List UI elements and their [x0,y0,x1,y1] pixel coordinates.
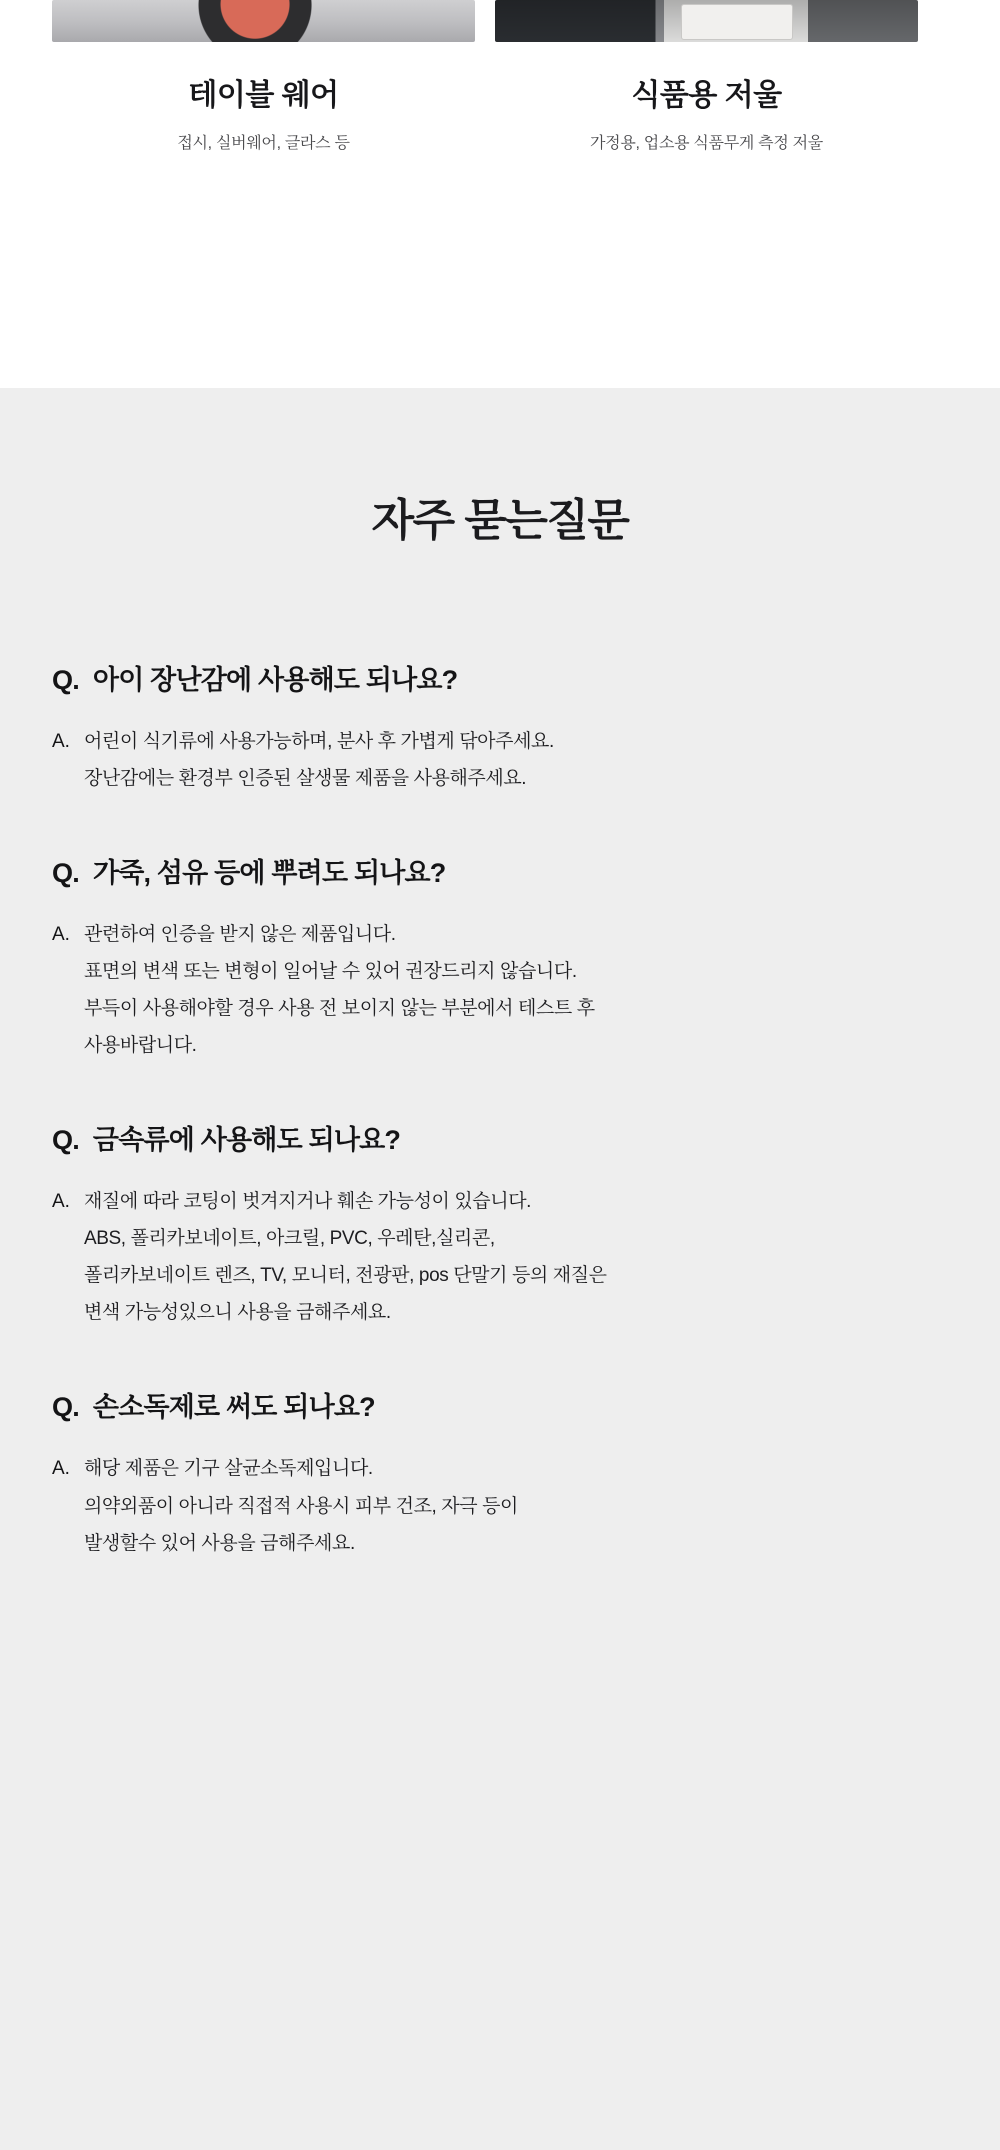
question-marker: Q. [52,858,79,889]
faq-question[interactable] [52,1385,948,1424]
faq-answer [52,723,948,797]
faq-question-text: 손소독제로 써도 되나요? [92,1392,375,1423]
question-marker: Q. [52,1125,79,1156]
faq-answer-line: 사용바랍니다. [83,1035,197,1057]
faq-answer-line: 폴리카보네이트 렌즈, TV, 모니터, 전광판, pos 단말기 등의 재질은 [83,1265,607,1287]
faq-answer-line: 장난감에는 환경부 인증된 살생물 제품을 사용해주세요. [83,768,527,790]
faq-answer-line: 변색 가능성있으니 사용을 금해주세요. [83,1302,391,1324]
faq-answer [52,1183,948,1331]
answer-marker: A. [52,731,70,752]
category-section [0,0,1000,388]
faq-answer-line: 해당 제품은 기구 살균소독제입니다. [83,1458,373,1480]
faq-item [52,1118,948,1331]
faq-answer-lines [84,723,948,797]
faq-section [0,388,1000,2150]
category-card-list [52,0,948,153]
faq-answer-line: 어린이 식기류에 사용가능하며, 분사 후 가볍게 닦아주세요. [83,731,554,752]
faq-item [52,1385,948,1561]
faq-answer-lines [84,916,948,1064]
answer-marker: A. [52,924,70,946]
category-card-title: 테이블 웨어 [188,79,339,112]
faq-answer-line: ABS, 폴리카보네이트, 아크릴, PVC, 우레탄,실리콘, [83,1228,495,1250]
faq-answer-line: 발생할수 있어 사용을 금해주세요. [83,1532,355,1554]
faq-answer [52,916,948,1064]
question-marker: Q. [52,1392,79,1423]
category-card-title: 식품용 저울 [631,79,782,112]
category-card[interactable] [52,0,475,153]
category-card-subtitle: 가정용, 업소용 식품무게 측정 저울 [590,135,823,152]
category-card[interactable] [495,0,918,153]
faq-answer-line: 부득이 사용해야할 경우 사용 전 보이지 않는 부분에서 테스트 후 [83,998,595,1020]
answer-marker: A. [52,1191,70,1213]
faq-answer-lines [84,1183,948,1331]
faq-answer-line: 재질에 따라 코팅이 벗겨지거나 훼손 가능성이 있습니다. [83,1191,532,1213]
faq-heading: 자주 묻는질문 [371,496,629,545]
faq-answer-lines [84,1450,948,1561]
faq-question-text: 금속류에 사용해도 되나요? [92,1125,401,1156]
faq-answer [52,1450,948,1561]
faq-answer-line: 관련하여 인증을 받지 않은 제품입니다. [83,924,396,946]
faq-item [52,658,948,797]
answer-marker: A. [52,1458,70,1480]
faq-question[interactable] [52,851,948,890]
faq-answer-line: 표면의 변색 또는 변형이 일어날 수 있어 권장드리지 않습니다. [83,961,577,983]
kitchen-scale-photo [495,0,918,42]
faq-question-text: 가죽, 섬유 등에 뿌려도 되나요? [92,858,446,889]
faq-question[interactable] [52,658,948,697]
tableware-photo [52,0,475,42]
faq-item [52,851,948,1064]
faq-answer-line: 의약외품이 아니라 직접적 사용시 피부 건조, 자극 등이 [83,1495,518,1517]
question-marker: Q. [52,665,79,695]
category-card-subtitle: 접시, 실버웨어, 글라스 등 [177,135,350,152]
faq-question-text: 아이 장난감에 사용해도 되나요? [92,665,458,695]
faq-question[interactable] [52,1118,948,1157]
